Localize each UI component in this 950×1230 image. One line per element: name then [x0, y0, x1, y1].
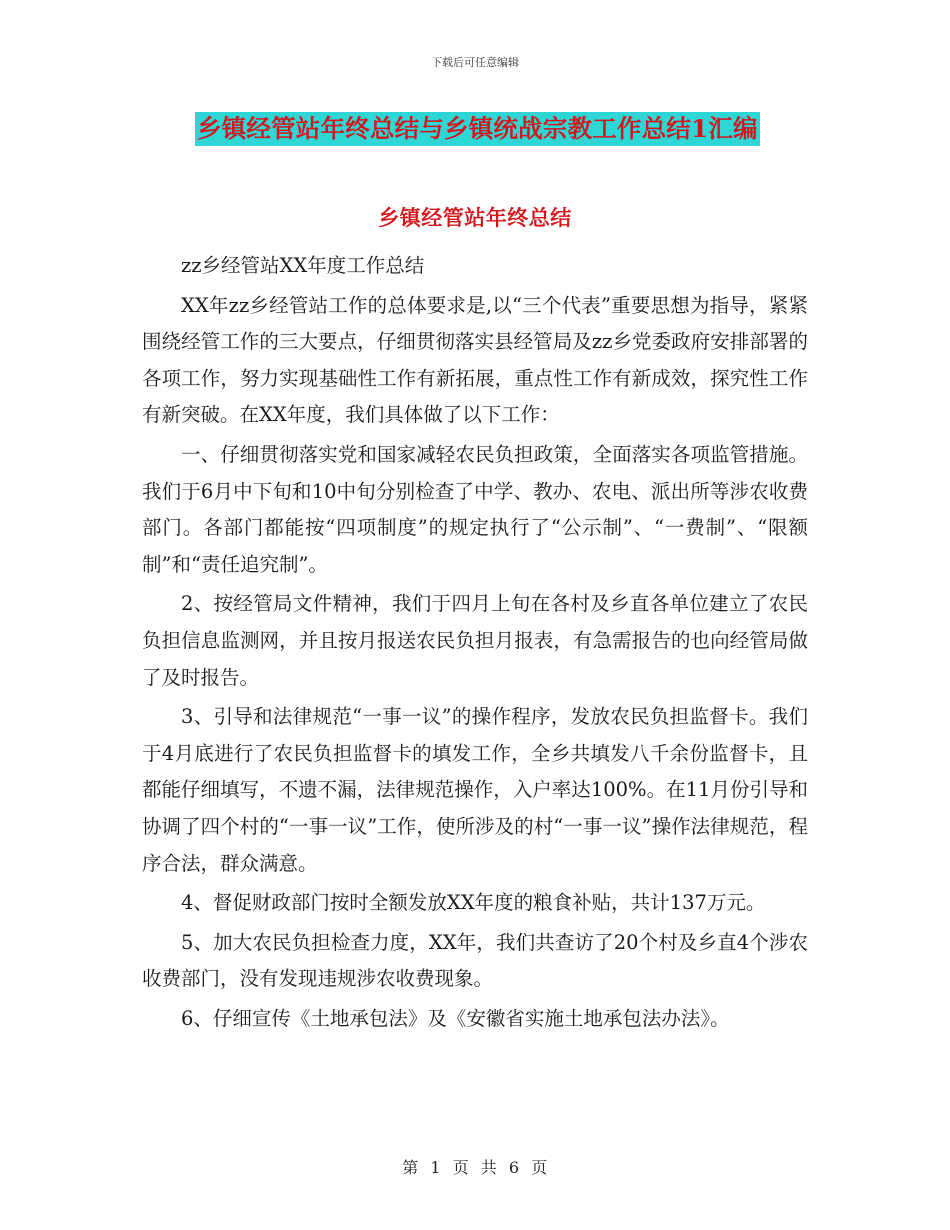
footer-total-word: 共: [480, 1158, 498, 1177]
document-title: 乡镇经管站年终总结与乡镇统战宗教工作总结1汇编: [195, 112, 760, 146]
footer-prefix: 第: [402, 1158, 419, 1177]
footer-page-number: 1: [430, 1158, 442, 1177]
paragraph-intro: XX年zz乡经管站工作的总体要求是,以“三个代表”重要思想为指导，紧紧围绕经管工作的三大要点，仔细贯彻落实县经管局及zz乡党委政府安排部署的各项工作，努力实现基础性工作有新拓展，重点性工作有新成效，探究性工作有新突破。在XX年度，我们具体做了以下工作：: [142, 293, 808, 427]
footer-page-word: 页: [452, 1158, 470, 1177]
paragraph-subtitle: zz乡经管站XX年度工作总结: [181, 254, 425, 277]
paragraph-item-5: 5、加大农民负担检查力度，XX年，我们共查访了20个村及乡直4个涉农收费部门，没有发现违规涉农收费现象。: [142, 930, 808, 991]
footer-total-pages: 6: [508, 1158, 520, 1177]
paragraph-item-1: 一、仔细贯彻落实党和国家减轻农民负担政策，全面落实各项监管措施。我们于6月中下旬和10中旬分别检查了中学、教办、农电、派出所等涉农收费部门。各部门都能按“四项制度”的规定执行了“公示制”、“一费制”、“限额制”和“责任追究制”。: [142, 442, 808, 576]
document-body: [142, 248, 808, 1040]
paragraph-item-4: 4、督促财政部门按时全额发放XX年度的粮食补贴，共计137万元。: [181, 891, 766, 915]
paragraph-item-2: 2、按经管局文件精神，我们于四月上旬在各村及乡直各单位建立了农民负担信息监测网，并且按月报送农民负担月报表，有急需报告的也向经管局做了及时报告。: [142, 592, 808, 689]
section-title: 乡镇经管站年终总结: [378, 205, 572, 230]
paragraph-item-3: 3、引导和法律规范“一事一议”的操作程序，发放农民负担监督卡。我们于4月底进行了农民负担监督卡的填发工作，全乡共填发八千余份监督卡，且都能仔细填写，不遗不漏，法律规范操作，入户率达100%。在11月份引导和协调了四个村的“一事一议”工作，使所涉及的村“一事一议”操作法律规范，程序合法，群众满意。: [142, 705, 808, 875]
page-footer: [0, 1155, 950, 1178]
paragraph-item-6: 6、仔细宣传《土地承包法》及《安徽省实施土地承包法办法》。: [181, 1006, 730, 1030]
footer-suffix: 页: [531, 1158, 548, 1177]
header-note: 下载后可任意编辑: [431, 56, 519, 69]
